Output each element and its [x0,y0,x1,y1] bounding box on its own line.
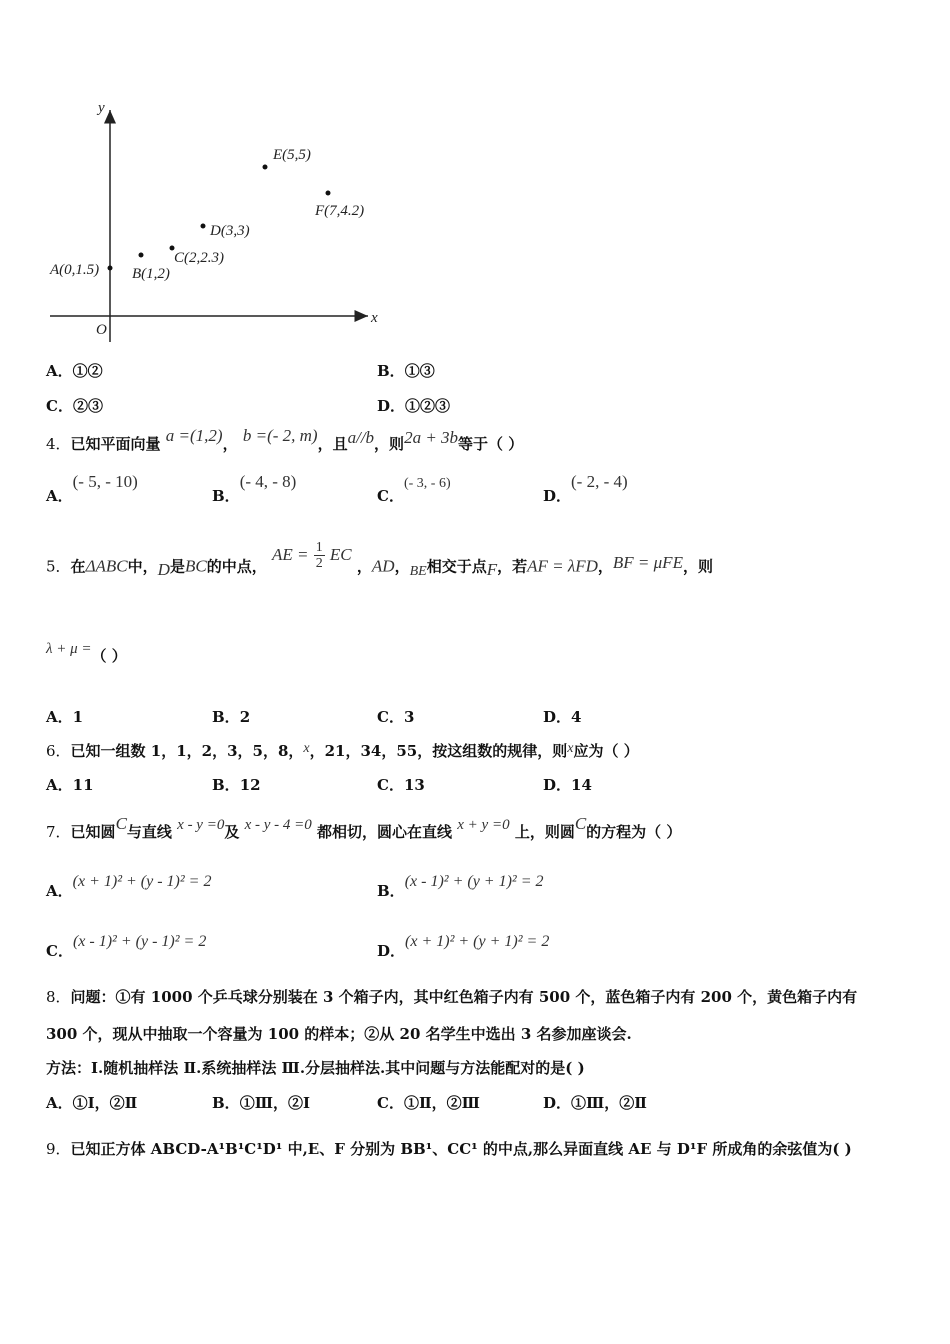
coordinate-figure [40,90,400,345]
question-9: 9．已知正方体 ABCD-A¹B¹C¹D¹ 中,E、F 分别为 BB¹、CC¹ 的中点,那么异面直线 AE 与 D¹F 所成角的余弦值为( ) [46,1140,852,1158]
question-5-sum: λ + μ =（ ） [46,641,127,665]
q7-option-a: A．(x + 1)² + (y - 1)² = 2 [46,873,212,900]
x-axis-label: x [371,310,378,326]
q5-option-b: B．2 [212,708,251,726]
q5-option-d: D．4 [543,708,582,726]
q8-option-b: B．①Ⅲ，②Ⅰ [212,1094,310,1112]
y-axis-label: y [98,100,105,116]
q7-option-c: C．(x - 1)² + (y - 1)² = 2 [46,933,207,960]
q7-option-d: D．(x + 1)² + (y + 1)² = 2 [377,933,550,960]
q8-option-a: A．①Ⅰ，②Ⅱ [46,1094,138,1112]
origin-label: O [96,322,107,338]
q5-option-c: C．3 [377,708,415,726]
q6-option-b: B．12 [212,776,261,794]
q3-option-a: A．①② [46,362,103,380]
question-4: 4．已知平面向量 a =(1,2)， b =(- 2, m)，且a//b，则2a + 3b等于（ ） [46,426,524,453]
question-8-line-2: 300 个，现从中抽取一个容量为 100 的样本；②从 20 名学生中选出 3 名参加座谈会. [46,1025,632,1043]
q4-option-d: D．(- 2, - 4) [543,472,628,505]
q5-option-a: A．1 [46,708,84,726]
point-b-label: B(1,2) [132,266,170,282]
point-d-label: D(3,3) [210,223,250,239]
q3-option-b: B．①③ [377,362,435,380]
point-c-label: C(2,2.3) [174,250,224,266]
q7-option-b: B．(x - 1)² + (y + 1)² = 2 [377,873,544,900]
point-f-label: F(7,4.2) [315,203,365,219]
q8-option-d: D．①Ⅲ，②Ⅱ [543,1094,647,1112]
question-5: 5．在ΔABC中，D是BC的中点， AE = $\frac{1}{2}$ EC ，AD，BE相交于点F，若AF = λFD，BF = μFE，则 [46,540,713,579]
point-f [326,191,331,196]
q6-option-a: A．11 [46,776,94,794]
q6-option-d: D．14 [543,776,592,794]
q4-option-a: A．(- 5, - 10) [46,472,138,505]
question-6: 6．已知一组数 1，1，2，3，5，8，x，21，34，55，按这组数的规律，则x应为（ ） [46,741,639,760]
question-8-line-1: 8．问题：①有 1000 个乒乓球分别装在 3 个箱子内，其中红色箱子内有 500 个，蓝色箱子内有 200 个，黄色箱子内有 [46,988,858,1006]
q6-option-c: C．13 [377,776,425,794]
q4-option-b: B．(- 4, - 8) [212,472,297,505]
point-b [139,253,144,258]
q3-option-c: C．②③ [46,397,103,415]
point-d [201,224,206,229]
point-a-label: A(0,1.5) [50,262,100,278]
question-7: 7．已知圆C与直线 x - y =0及 x - y - 4 =0 都相切，圆心在直线 x + y =0 上，则圆C的方程为（ ） [46,814,682,841]
point-e-label: E(5,5) [273,147,311,163]
point-a [108,266,113,271]
q3-option-d: D．①②③ [377,397,451,415]
q4-option-c: C．(- 3, - 6) [377,476,451,505]
q8-option-c: C．①Ⅱ，②Ⅲ [377,1094,480,1112]
question-8-line-3: 方法：Ⅰ.随机抽样法 Ⅱ.系统抽样法 Ⅲ.分层抽样法.其中问题与方法能配对的是( ) [46,1059,585,1077]
point-e [263,165,268,170]
